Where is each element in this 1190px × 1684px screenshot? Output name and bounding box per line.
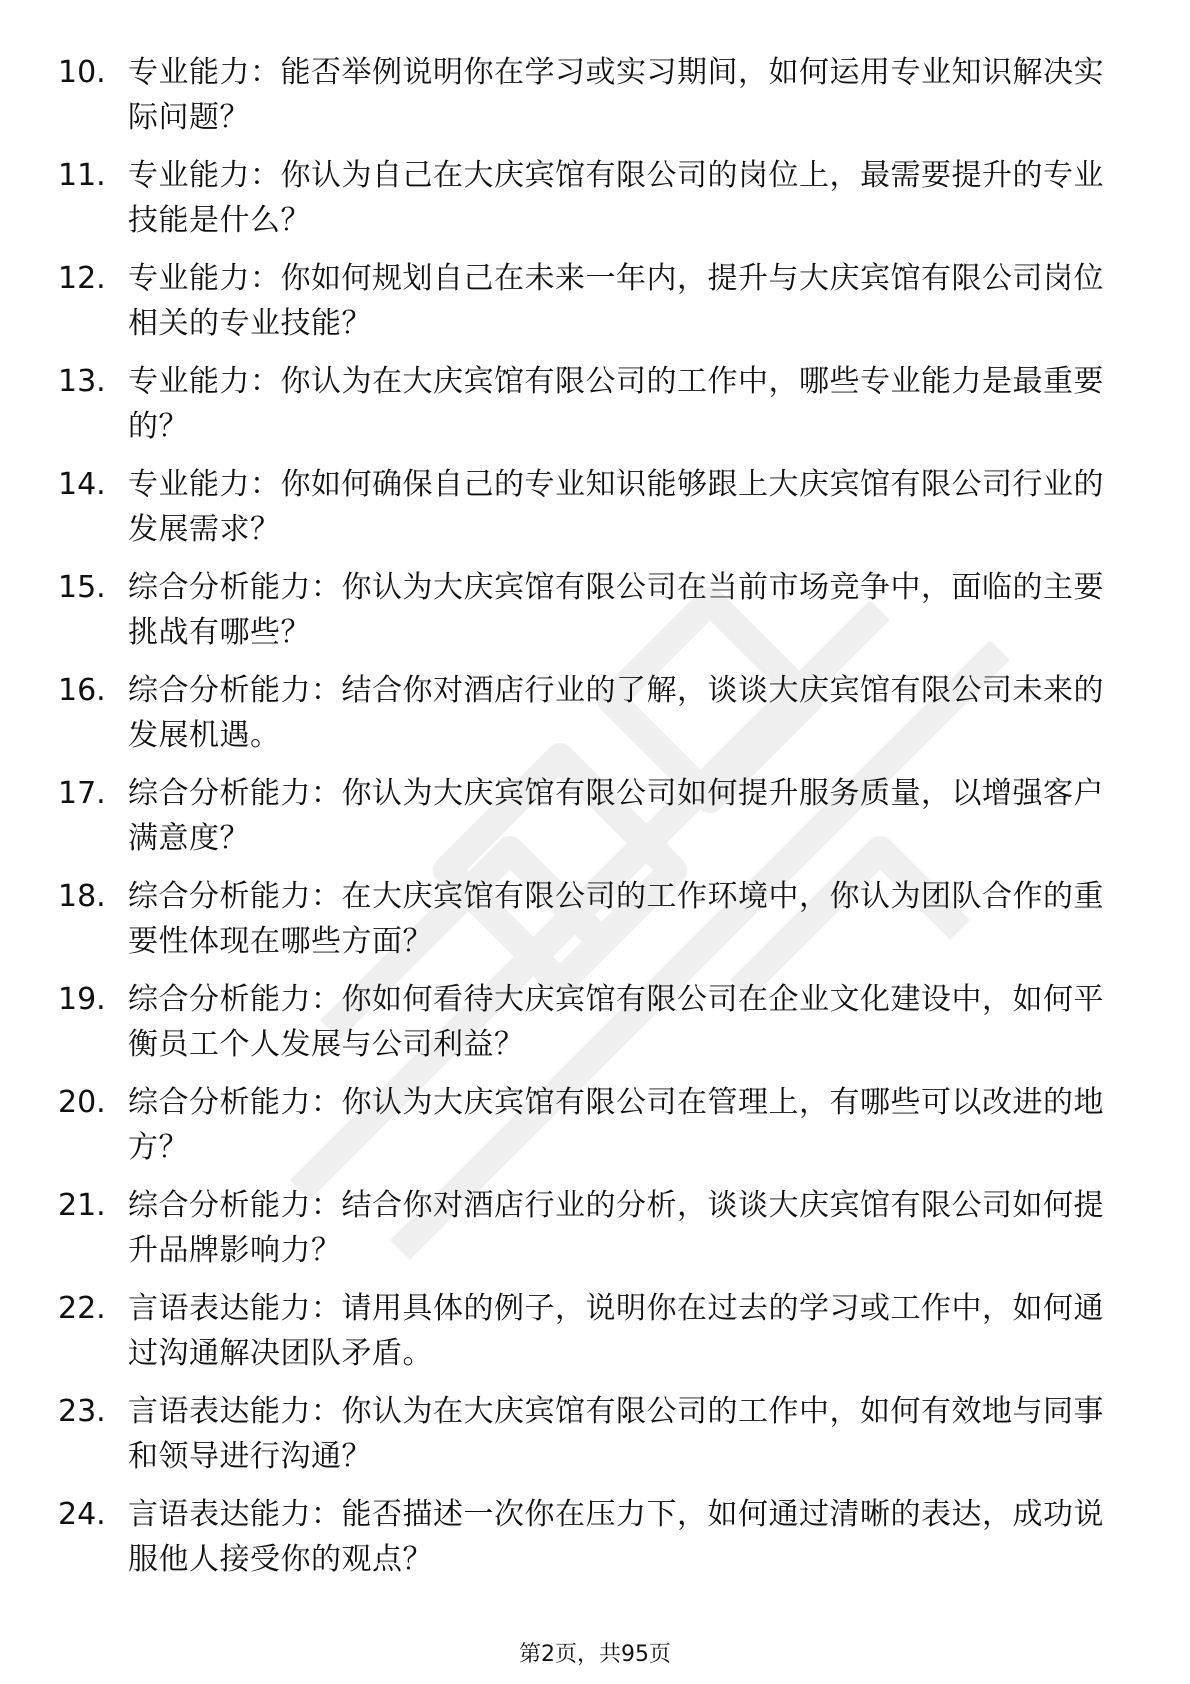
- question-text: 言语表达能力：你认为在大庆宾馆有限公司的工作中，如何有效地与同事和领导进行沟通？: [128, 1394, 1104, 1474]
- question-number: 11.: [58, 158, 106, 193]
- question-list: [0, 50, 1190, 1595]
- question-item: [0, 668, 1190, 768]
- question-text: 专业能力：你认为自己在大庆宾馆有限公司的岗位上，最需要提升的专业技能是什么？: [128, 158, 1104, 238]
- question-text: 综合分析能力：结合你对酒店行业的了解，谈谈大庆宾馆有限公司未来的发展机遇。: [128, 673, 1104, 753]
- question-number: 17.: [58, 776, 106, 811]
- page-footer: 第2页，共95页: [519, 1642, 671, 1667]
- question-number: 18.: [58, 879, 106, 914]
- question-item: [0, 771, 1190, 871]
- question-item: [0, 50, 1190, 150]
- question-text: 综合分析能力：你认为大庆宾馆有限公司如何提升服务质量，以增强客户满意度？: [128, 776, 1104, 856]
- question-text: 专业能力：你如何规划自己在未来一年内，提升与大庆宾馆有限公司岗位相关的专业技能？: [128, 261, 1104, 341]
- question-text: 专业能力：你认为在大庆宾馆有限公司的工作中，哪些专业能力是最重要的？: [128, 364, 1104, 444]
- question-text: 专业能力：能否举例说明你在学习或实习期间，如何运用专业知识解决实际问题？: [128, 55, 1104, 135]
- question-item: [0, 153, 1190, 253]
- question-item: [0, 1389, 1190, 1489]
- question-text: 综合分析能力：你认为大庆宾馆有限公司在当前市场竞争中，面临的主要挑战有哪些？: [128, 570, 1104, 650]
- question-number: 13.: [58, 364, 106, 399]
- question-text: 综合分析能力：在大庆宾馆有限公司的工作环境中，你认为团队合作的重要性体现在哪些方面？: [128, 879, 1104, 959]
- question-item: [0, 565, 1190, 665]
- question-text: 言语表达能力：能否描述一次你在压力下，如何通过清晰的表达，成功说服他人接受你的观点？: [128, 1497, 1104, 1577]
- question-number: 22.: [58, 1291, 106, 1326]
- question-item: [0, 977, 1190, 1077]
- question-number: 15.: [58, 570, 106, 605]
- question-number: 12.: [58, 261, 106, 296]
- question-number: 16.: [58, 673, 106, 708]
- question-text: 综合分析能力：结合你对酒店行业的分析，谈谈大庆宾馆有限公司如何提升品牌影响力？: [128, 1188, 1104, 1268]
- question-text: 言语表达能力：请用具体的例子，说明你在过去的学习或工作中，如何通过沟通解决团队矛盾。: [128, 1291, 1104, 1371]
- question-number: 23.: [58, 1394, 106, 1429]
- question-number: 24.: [58, 1497, 106, 1532]
- question-item: [0, 1183, 1190, 1283]
- question-text: 综合分析能力：你认为大庆宾馆有限公司在管理上，有哪些可以改进的地方？: [128, 1085, 1104, 1165]
- question-text: 专业能力：你如何确保自己的专业知识能够跟上大庆宾馆有限公司行业的发展需求？: [128, 467, 1104, 547]
- question-item: [0, 1080, 1190, 1180]
- question-number: 19.: [58, 982, 106, 1017]
- question-number: 21.: [58, 1188, 106, 1223]
- question-item: [0, 1286, 1190, 1386]
- question-text: 综合分析能力：你如何看待大庆宾馆有限公司在企业文化建设中，如何平衡员工个人发展与公司利益？: [128, 982, 1104, 1062]
- question-item: [0, 462, 1190, 562]
- question-number: 20.: [58, 1085, 106, 1120]
- question-item: [0, 874, 1190, 974]
- question-item: [0, 359, 1190, 459]
- question-number: 14.: [58, 467, 106, 502]
- question-number: 10.: [58, 55, 106, 90]
- question-item: [0, 1492, 1190, 1592]
- question-item: [0, 256, 1190, 356]
